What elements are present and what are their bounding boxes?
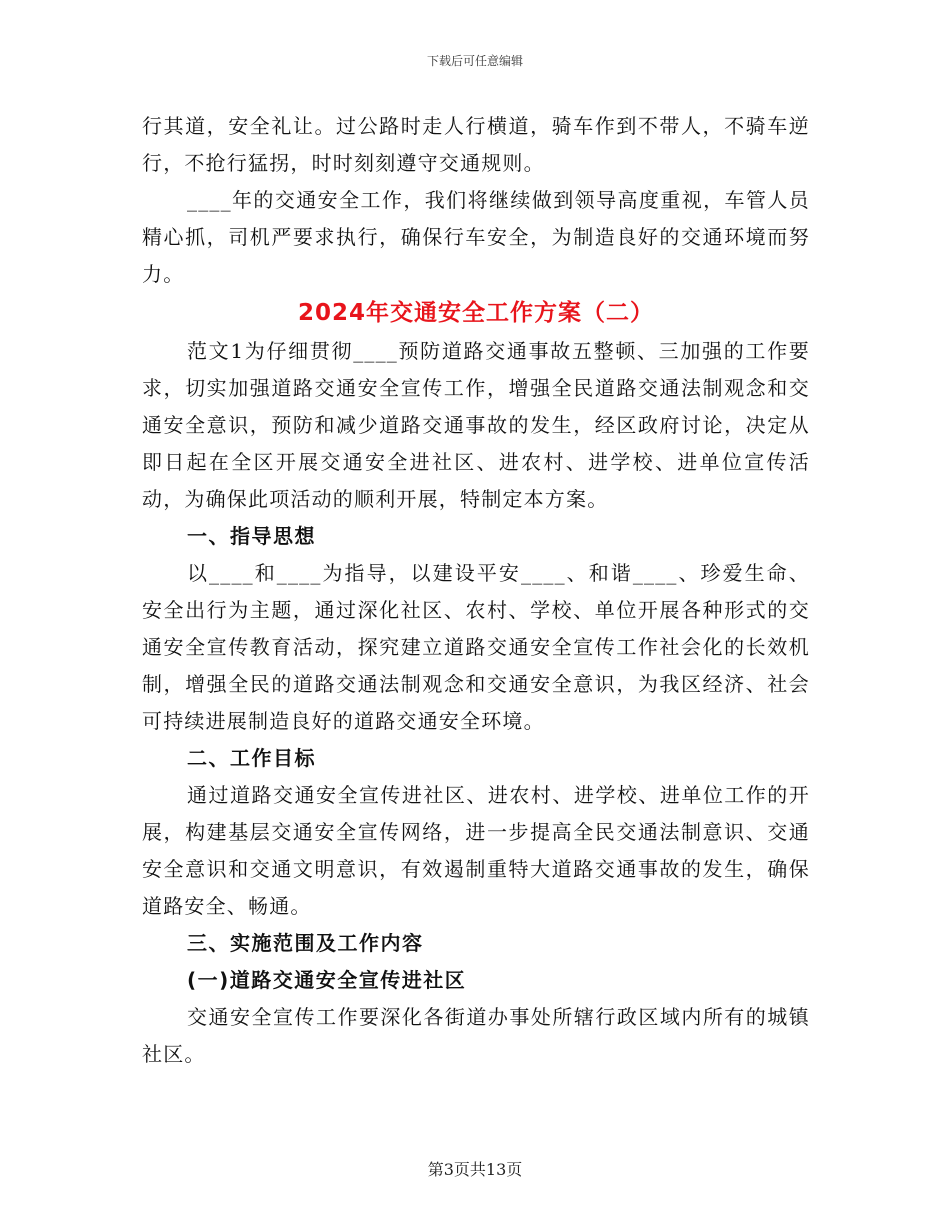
paragraph-continuation: 行其道，安全礼让。过公路时走人行横道，骑车作到不带人，不骑车逆行，不抢行猛拐，时时刻刻遵守交通规则。	[142, 114, 810, 175]
subsection-heading-community: (一)道路交通安全宣传进社区	[187, 968, 467, 992]
paragraph-community: 交通安全宣传工作要深化各街道办事处所辖行政区域内所有的城镇社区。	[142, 1005, 810, 1066]
paragraph-intro: 范文1为仔细贯彻____预防道路交通事故五整顿、三加强的工作要求，切实加强道路交通安全宣传工作，增强全民道路交通法制观念和交通安全意识，预防和减少道路交通事故的发生，经区政府讨论，决定从即日起在全区开展交通安全进社区、进农村、进学校、进单位宣传活动，为确保此项活动的顺利开展，特制定本方案。	[142, 339, 810, 511]
document-title: 2024年交通安全工作方案（二）	[297, 300, 654, 326]
document-body	[142, 108, 810, 1073]
section-heading-scope: 三、实施范围及工作内容	[187, 931, 424, 955]
paragraph-summary: ____年的交通安全工作，我们将继续做到领导高度重视，车管人员精心抓，司机严要求执行，确保行车安全，为制造良好的交通环境而努力。	[142, 188, 810, 286]
page-footer: 第3页共13页	[427, 1160, 523, 1179]
section-heading-work-goals: 二、工作目标	[187, 746, 316, 770]
page-header: 下载后可任意编辑	[426, 54, 523, 68]
paragraph-guiding-thought: 以____和____为指导，以建设平安____、和谐____、珍爱生命、安全出行为主题，通过深化社区、农村、学校、单位开展各种形式的交通安全宣传教育活动，探究建立道路交通安全宣传工作社会化的长效机制，增强全民的道路交通法制观念和交通安全意识，为我区经济、社会可持续进展制造良好的道路交通安全环境。	[142, 561, 810, 733]
section-heading-guiding-thought: 一、指导思想	[187, 524, 316, 548]
paragraph-work-goals: 通过道路交通安全宣传进社区、进农村、进学校、进单位工作的开展，构建基层交通安全宣传网络，进一步提高全民交通法制意识、交通安全意识和交通文明意识，有效遏制重特大道路交通事故的发生，确保道路安全、畅通。	[142, 783, 810, 918]
